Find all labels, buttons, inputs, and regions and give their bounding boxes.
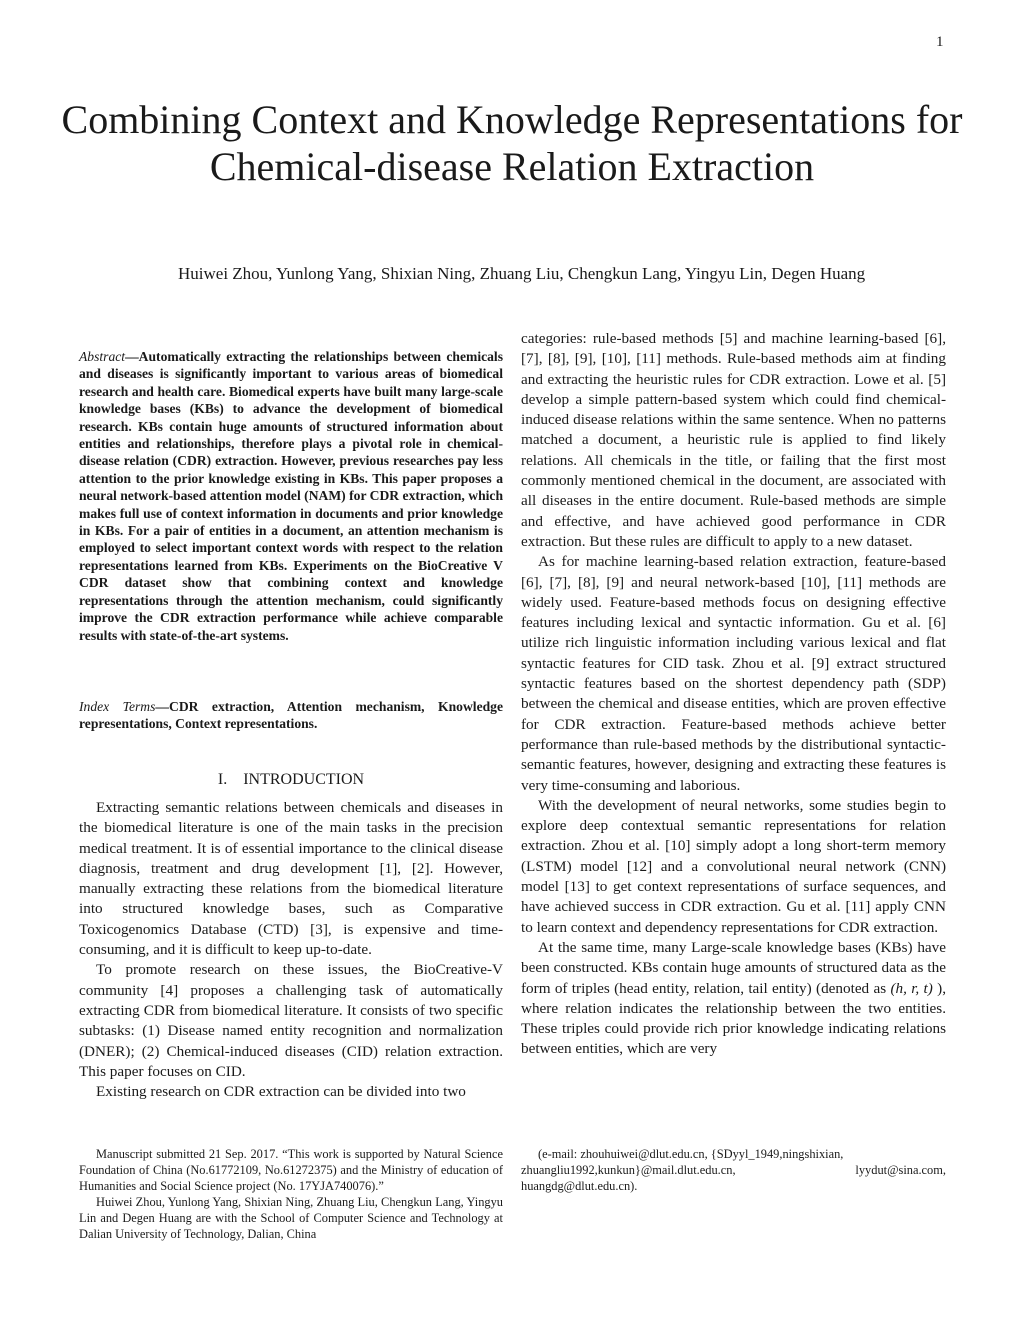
abstract-text: —Automatically extracting the relationships between chemicals and diseases is significantly important to various areas of biomedical research and health care. Biomedical experts have built many large-scale knowledge bases (KBs) to advance the development of biomedical research. KBs contain huge amounts of structured information about entities and relationships, therefore plays a pivotal role in chemical-disease relation (CDR) extraction. However, previous researches pay less attention to the prior knowledge existing in KBs. This paper proposes a neural network-based attention model (NAM) for CDR extraction, which makes full use of context information in documents and prior knowledge in KBs. For a pair of entities in a document, an attention mechanism is employed to select important context words with respect to the relation representations learned from KBs. Experiments on the BioCreative V CDR dataset show that combining context and knowledge representations through the attention mechanism, could significantly improve the CDR extraction performance while achieve comparable results with state-of-the-art systems. — [79, 349, 503, 643]
body-text: ), where relation indicates the relationship between the two entities. These triples could provide rich prior knowledge indicating relations between entities, which are very — [521, 979, 946, 1058]
introduction-body — [79, 798, 503, 1102]
abstract — [79, 348, 503, 644]
index-terms-lead: Index Terms — [79, 699, 156, 714]
body-paragraph: As for machine learning-based relation extraction, feature-based [6], [7], [8], [9] and neural network-based [10], [11] methods are widely used. Feature-based methods focus on designing effective features including lexical and syntactic information. Gu et al. [6] utilize rich linguistic information including various lexical and flat syntactic features for CID task. Zhou et al. [9] extract structured syntactic features based on the shortest dependency path (SDP) between the chemical and disease entities, which are proven effective for CDR extraction. Feature-based methods achieve better performance than rule-based methods by the distributional syntactic-semantic features, however, designing and extracting these features is very time-consuming and laborious. — [521, 553, 946, 794]
body-paragraph: categories: rule-based methods [5] and machine learning-based [6], [7], [8], [9], [10], [11] methods. Rule-based methods aim at finding and extracting the heuristic rules for CDR extraction. Lowe et al. [5] develop a simple pattern-based system which could find chemical-induced disease relations within the same sentence. When no patterns matched a document, a heuristic rule is applied to find likely relations. All chemicals in the title, or failing that the first most commonly mentioned chemical in the document, are associated with all diseases in the entire document. Rule-based methods are simple and effective, and have achieved good performance in CDR extraction. But these rules are difficult to apply to a new dataset. — [521, 330, 946, 550]
body-paragraph — [521, 938, 946, 1060]
footnotes-left — [79, 1147, 503, 1242]
abstract-lead: Abstract — [79, 349, 126, 364]
body-text: At the same time, many Large-scale knowledge bases (KBs) have been constructed. KBs contain huge amounts of structured data as the form of triples (head entity, relation, tail entity) (denoted as — [521, 938, 946, 997]
right-column-body — [521, 329, 946, 1060]
section-heading-introduction: I. INTRODUCTION — [217, 771, 365, 788]
index-terms — [79, 698, 503, 733]
paper-title: Combining Context and Knowledge Representations for Chemical-disease Relation Extraction — [61, 97, 963, 189]
body-paragraph: With the development of neural networks, some studies begin to explore deep contextual semantic representations for relation extraction. Zhou et al. [10] simply adopt a long short-term memory (LSTM) model [12] and a convolutional neural network (CNN) model [13] to get context representations of surface sequences, and have achieved success in CDR extraction. Gu et al. [11] apply CNN to learn context and dependency representations for CDR extraction. — [521, 796, 946, 936]
footnote: Manuscript submitted 21 Sep. 2017. “This work is supported by Natural Science Foundation of China (No.61772109, No.61272375) and the Ministry of education of Humanities and Social Science project (No. 17YJA740076).” — [79, 1147, 503, 1193]
footnote-email-continued: zhuangliu1992,kunkun}@mail.dlut.edu.cn, lyydut@sina.com, huangdg@dlut.edu.cn). — [521, 1162, 946, 1193]
intro-paragraph: Existing research on CDR extraction can be divided into two — [96, 1083, 466, 1101]
footnote-email — [521, 1147, 946, 1195]
author-list: Huiwei Zhou, Yunlong Yang, Shixian Ning, Zhuang Liu, Chengkun Lang, Yingyu Lin, Degen Huang — [178, 264, 866, 283]
index-terms-text: —CDR extraction, Attention mechanism, Knowledge representations, Context representations. — [79, 699, 503, 732]
footnote: Huiwei Zhou, Yunlong Yang, Shixian Ning, Zhuang Liu, Chengkun Lang, Yingyu Lin and Degen Huang are with the School of Computer Science and Technology at Dalian University of Technology, Dalian, China — [79, 1194, 503, 1241]
page-number: 1 — [936, 34, 944, 50]
footnotes-right — [521, 1147, 946, 1195]
footnote-email-line: (e-mail: zhouhuiwei@dlut.edu.cn, {SDyyl_1949,ningshixian, — [538, 1147, 844, 1161]
triple-notation: (h, r, t) — [890, 979, 933, 997]
intro-paragraph: To promote research on these issues, the BioCreative-V community [4] proposes a challenging task of automatically extracting CDR from biomedical literature. It consists of two specific subtasks: (1) Disease named entity recognition and normalization (DNER); (2) Chemical-induced diseases (CID) relation extraction. This paper focuses on CID. — [79, 961, 503, 1080]
intro-paragraph: Extracting semantic relations between chemicals and diseases in the biomedical literature is one of the main tasks in the precision medical treatment. It is of essential importance to the clinical disease diagnosis, treatment and drug development [1], [2]. However, manually extracting these relations from the biomedical literature into structured knowledge bases, such as Comparative Toxicogenomics Database (CTD) [3], is expensive and time-consuming, and it is difficult to keep up-to-date. — [79, 799, 503, 959]
